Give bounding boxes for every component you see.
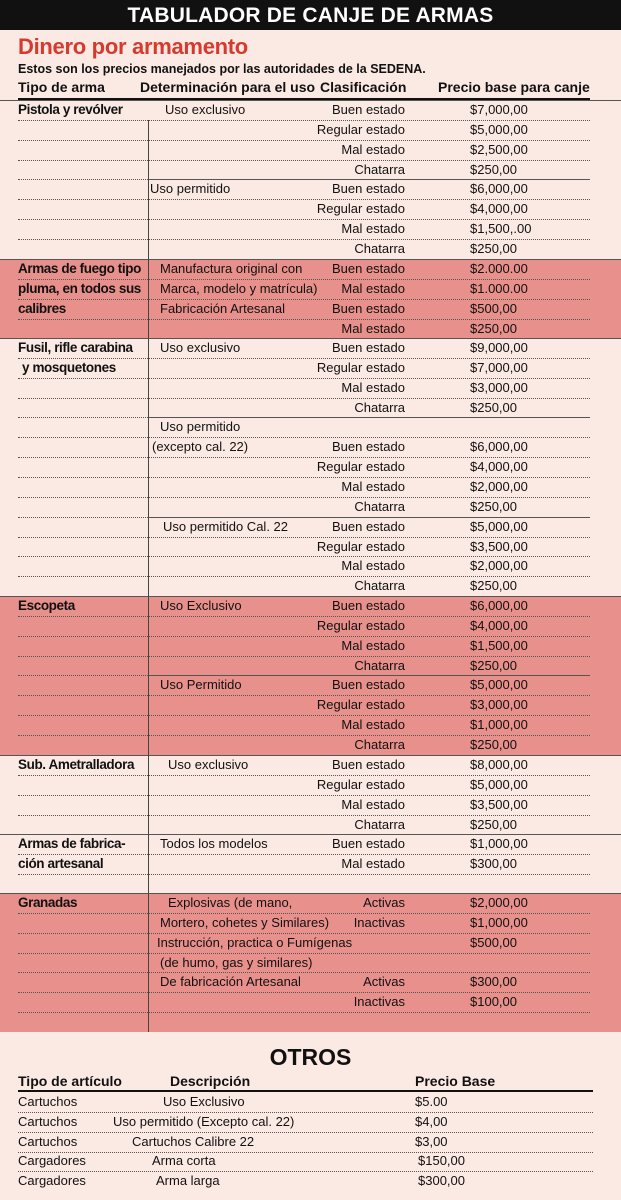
use-cell: (excepto cal. 22) bbox=[152, 439, 249, 455]
classification-cell: Inactivas bbox=[353, 994, 405, 1010]
classification-cell: Buen estado bbox=[331, 598, 405, 613]
classification-cell: Buen estado bbox=[331, 439, 405, 455]
price-cell: $4,000,00 bbox=[470, 201, 528, 217]
price-cell: $7,000,00 bbox=[470, 102, 528, 117]
price-cell: $5,000,00 bbox=[470, 518, 528, 534]
otros-tipo: Cargadores bbox=[18, 1153, 86, 1169]
otros-rule bbox=[18, 1090, 593, 1092]
price-cell: $9,000,00 bbox=[470, 340, 528, 355]
classification-cell: Buen estado bbox=[331, 261, 405, 276]
otros-header-descripcion: Descripción bbox=[170, 1073, 251, 1089]
use-cell: Uso permitido bbox=[150, 181, 231, 197]
otros-title: OTROS bbox=[269, 1044, 352, 1070]
use-cell: Instrucción, practica o Fumígenas bbox=[157, 934, 353, 950]
price-cell: $7,000,00 bbox=[470, 359, 528, 375]
classification-cell: Regular estado bbox=[316, 459, 405, 475]
weapon-type-label: Escopeta bbox=[18, 598, 75, 613]
otros-tipo: Cartuchos bbox=[18, 1133, 78, 1149]
otros-precio: $150,00 bbox=[418, 1153, 465, 1169]
weapon-type-label: Armas de fabrica- bbox=[18, 836, 126, 851]
price-cell: $250,00 bbox=[470, 816, 517, 832]
classification-cell: Buen estado bbox=[331, 836, 405, 851]
price-cell: $1,000,00 bbox=[470, 836, 528, 851]
otros-precio: $300,00 bbox=[418, 1173, 465, 1189]
price-cell: $2.000.00 bbox=[470, 261, 528, 276]
otros-descripcion: Arma corta bbox=[152, 1153, 216, 1169]
classification-cell: Buen estado bbox=[331, 518, 405, 534]
classification-cell: Buen estado bbox=[331, 181, 405, 197]
classification-cell: Mal estado bbox=[341, 796, 405, 812]
subtitle: Dinero por armamento bbox=[18, 34, 248, 59]
weapon-section bbox=[0, 259, 621, 338]
classification-cell: Mal estado bbox=[341, 320, 405, 336]
weapons-table bbox=[0, 100, 621, 1032]
classification-cell: Inactivas bbox=[353, 914, 405, 930]
row-divider bbox=[18, 675, 148, 676]
classification-cell: Regular estado bbox=[316, 776, 405, 792]
classification-cell: Chatarra bbox=[354, 399, 405, 415]
otros-descripcion: Uso Exclusivo bbox=[163, 1094, 245, 1109]
classification-cell: Chatarra bbox=[354, 657, 405, 673]
section-divider bbox=[0, 596, 621, 597]
use-cell: Fabricación Artesanal bbox=[160, 300, 286, 316]
weapon-type-label: y mosquetones bbox=[22, 359, 116, 375]
price-cell: $2,000,00 bbox=[470, 478, 528, 494]
price-cell: $250,00 bbox=[470, 240, 517, 256]
use-cell: Mortero, cohetes y Similares) bbox=[160, 914, 330, 930]
use-cell: Uso Permitido bbox=[160, 677, 242, 693]
table-header bbox=[0, 79, 621, 99]
weapon-type-label: Pistola y revólver bbox=[18, 102, 123, 117]
price-cell: $6,000,00 bbox=[470, 598, 528, 613]
use-cell: Todos los modelos bbox=[160, 836, 268, 851]
classification-cell: Chatarra bbox=[354, 816, 405, 832]
price-cell: $250,00 bbox=[470, 161, 517, 177]
weapon-section bbox=[0, 100, 621, 259]
otros-descripcion: Uso permitido (Excepto cal. 22) bbox=[113, 1113, 295, 1129]
otros-precio: $5.00 bbox=[415, 1094, 448, 1109]
classification-cell: Mal estado bbox=[341, 478, 405, 494]
use-cell: Explosivas (de mano, bbox=[168, 895, 293, 910]
classification-cell: Mal estado bbox=[341, 717, 405, 733]
classification-cell: Buen estado bbox=[331, 340, 405, 355]
use-cell: Uso permitido bbox=[160, 419, 241, 435]
classification-cell: Buen estado bbox=[331, 102, 405, 117]
header-precio: Precio base para canje bbox=[438, 79, 590, 95]
classification-cell: Chatarra bbox=[354, 498, 405, 514]
weapon-type-label: Granadas bbox=[18, 895, 78, 910]
price-cell: $4,000,00 bbox=[470, 459, 528, 475]
classification-cell: Mal estado bbox=[341, 280, 405, 296]
row-divider bbox=[18, 417, 148, 418]
use-cell: (de humo, gas y similares) bbox=[160, 954, 313, 970]
price-cell: $4,000,00 bbox=[470, 617, 528, 633]
price-cell: $1,500,.00 bbox=[470, 221, 532, 237]
price-cell: $5,000,00 bbox=[470, 776, 528, 792]
price-cell: $3,500,00 bbox=[470, 538, 528, 554]
classification-cell: Regular estado bbox=[316, 697, 405, 713]
classification-cell: Buen estado bbox=[331, 757, 405, 772]
header-clasificacion: Clasificación bbox=[320, 79, 407, 95]
price-cell: $250,00 bbox=[470, 320, 517, 336]
price-cell: $5,000,00 bbox=[470, 677, 528, 693]
weapon-type-label: ción artesanal bbox=[18, 855, 104, 871]
classification-cell: Mal estado bbox=[341, 637, 405, 653]
classification-cell: Buen estado bbox=[331, 300, 405, 316]
price-cell: $250,00 bbox=[470, 578, 517, 594]
intro-text: Estos son los precios manejados por las autoridades de la SEDENA. bbox=[18, 62, 426, 76]
weapon-type-label: Sub. Ametralladora bbox=[18, 757, 135, 772]
price-cell: $250,00 bbox=[470, 736, 517, 752]
otros-precio: $4,00 bbox=[415, 1113, 448, 1129]
price-cell: $5,000,00 bbox=[470, 121, 528, 137]
weapon-type-label: pluma, en todos sus bbox=[18, 280, 141, 296]
otros-row bbox=[0, 1133, 621, 1153]
use-cell: Uso exclusivo bbox=[165, 102, 246, 117]
row-divider bbox=[18, 1012, 590, 1013]
otros-row bbox=[0, 1172, 621, 1192]
column-divider bbox=[148, 834, 149, 894]
price-cell: $2,500,00 bbox=[470, 141, 528, 157]
classification-cell: Mal estado bbox=[341, 379, 405, 395]
weapon-section bbox=[0, 755, 621, 834]
classification-cell: Buen estado bbox=[331, 677, 405, 693]
page-title: TABULADOR DE CANJE DE ARMAS bbox=[0, 0, 621, 30]
row-divider bbox=[18, 874, 590, 875]
use-cell: Manufactura original con bbox=[160, 261, 303, 276]
weapon-section bbox=[0, 834, 621, 894]
weapon-type-label: calibres bbox=[18, 300, 66, 316]
classification-cell: Chatarra bbox=[354, 578, 405, 594]
classification-cell: Regular estado bbox=[316, 617, 405, 633]
otros-header bbox=[0, 1073, 621, 1091]
classification-cell: Regular estado bbox=[316, 201, 405, 217]
price-cell: $250,00 bbox=[470, 498, 517, 514]
classification-cell: Regular estado bbox=[316, 359, 405, 375]
row-divider bbox=[18, 517, 148, 518]
weapon-section bbox=[0, 893, 621, 1032]
use-cell: Uso exclusivo bbox=[168, 757, 249, 772]
section-divider bbox=[0, 893, 621, 894]
weapon-type-label: Armas de fuego tipo bbox=[18, 261, 141, 276]
otros-header-tipo: Tipo de artículo bbox=[18, 1073, 122, 1089]
classification-cell: Regular estado bbox=[316, 538, 405, 554]
use-cell: Uso Exclusivo bbox=[160, 598, 242, 613]
otros-tipo: Cargadores bbox=[18, 1173, 86, 1189]
otros-row bbox=[0, 1152, 621, 1172]
classification-cell: Regular estado bbox=[316, 121, 405, 137]
price-cell: $1,000,00 bbox=[470, 914, 528, 930]
otros-tipo: Cartuchos bbox=[18, 1094, 78, 1109]
use-cell: Marca, modelo y matrícula) bbox=[160, 280, 318, 296]
price-cell: $3,500,00 bbox=[470, 796, 528, 812]
row-divider bbox=[18, 179, 148, 180]
price-cell: $250,00 bbox=[470, 399, 517, 415]
price-cell: $2,000,00 bbox=[470, 895, 528, 910]
classification-cell: Activas bbox=[363, 974, 405, 990]
classification-cell: Chatarra bbox=[354, 161, 405, 177]
classification-cell: Activas bbox=[363, 895, 405, 910]
price-cell: $3,000,00 bbox=[470, 697, 528, 713]
price-cell: $500,00 bbox=[470, 934, 517, 950]
use-cell: De fabricación Artesanal bbox=[160, 974, 301, 990]
use-cell: Uso exclusivo bbox=[160, 340, 241, 355]
otros-descripcion: Arma larga bbox=[156, 1173, 220, 1189]
price-cell: $300,00 bbox=[470, 974, 517, 990]
use-cell: Uso permitido Cal. 22 bbox=[163, 518, 288, 534]
header-determinacion: Determinación para el uso bbox=[140, 79, 316, 95]
price-cell: $1.000.00 bbox=[470, 280, 528, 296]
price-cell: $6,000,00 bbox=[470, 439, 528, 455]
weapon-section bbox=[0, 596, 621, 755]
weapon-section bbox=[0, 338, 621, 596]
price-cell: $100,00 bbox=[470, 994, 517, 1010]
header-tipo: Tipo de arma bbox=[18, 79, 105, 95]
classification-cell: Mal estado bbox=[341, 558, 405, 574]
otros-descripcion: Cartuchos Calibre 22 bbox=[132, 1133, 255, 1149]
otros-tipo: Cartuchos bbox=[18, 1113, 78, 1129]
otros-row bbox=[0, 1093, 621, 1113]
price-cell: $1,000,00 bbox=[470, 717, 528, 733]
otros-row bbox=[0, 1113, 621, 1133]
classification-cell: Mal estado bbox=[341, 141, 405, 157]
price-cell: $2,000,00 bbox=[470, 558, 528, 574]
price-cell: $500,00 bbox=[470, 300, 517, 316]
otros-precio: $3,00 bbox=[415, 1133, 448, 1149]
price-cell: $8,000,00 bbox=[470, 757, 528, 772]
otros-header-precio: Precio Base bbox=[415, 1073, 496, 1089]
price-cell: $6,000,00 bbox=[470, 181, 528, 197]
price-cell: $1,500,00 bbox=[470, 637, 528, 653]
weapon-type-label: Fusil, rifle carabina bbox=[18, 340, 133, 355]
price-cell: $250,00 bbox=[470, 657, 517, 673]
classification-cell: Mal estado bbox=[341, 221, 405, 237]
classification-cell: Chatarra bbox=[354, 240, 405, 256]
classification-cell: Mal estado bbox=[341, 855, 405, 871]
price-cell: $300,00 bbox=[470, 855, 517, 871]
price-cell: $3,000,00 bbox=[470, 379, 528, 395]
classification-cell: Chatarra bbox=[354, 736, 405, 752]
